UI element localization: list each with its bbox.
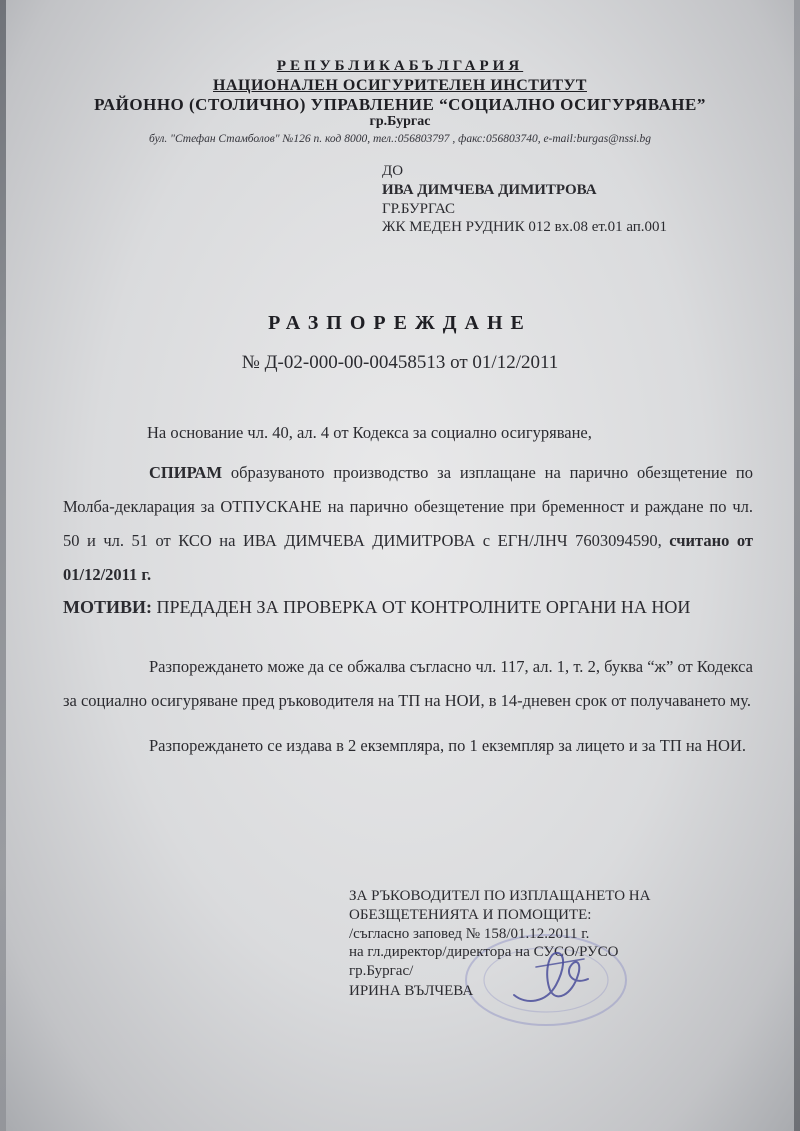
appeal-paragraph: Разпореждането може да се обжалва съгласно чл. 117, ал. 1, т. 2, буква “ж” от Кодекса за социално осигуряване пред ръководителя на ТП на НОИ, в 14-дневен срок от получаването му. xyxy=(63,657,753,710)
addressee-city: ГР.БУРГАС xyxy=(382,201,456,217)
header-city: гр.Бургас xyxy=(369,114,431,129)
legal-basis: На основание чл. 40, ал. 4 от Кодекса за социално осигуряване, xyxy=(147,423,592,442)
decision-paragraph xyxy=(63,456,753,592)
motives-text: ПРЕДАДЕН ЗА ПРОВЕРКА ОТ КОНТРОЛНИТЕ ОРГАНИ НА НОИ xyxy=(152,597,691,617)
addressee-to: ДО xyxy=(382,163,404,179)
motives-paragraph xyxy=(63,597,743,618)
handwritten-signature xyxy=(506,945,596,1010)
decision-verb: СПИРАМ xyxy=(149,463,223,482)
signatory-title-2: ОБЕЗЩЕТЕНИЯТА И ПОМОЩИТЕ: xyxy=(349,907,592,923)
header-department: РАЙОННО (СТОЛИЧНО) УПРАВЛЕНИЕ “СОЦИАЛНО ОСИГУРЯВАНЕ” xyxy=(94,95,706,114)
signatory-title-1: ЗА РЪКОВОДИТЕЛ ПО ИЗПЛАЩАНЕТО НА xyxy=(349,888,651,904)
signatory-director: на гл.директор/директора на СУСО/РУСО xyxy=(349,944,619,960)
header-contact: бул. "Стефан Стамболов" №126 п. код 8000, тел.:056803797 , факс:056803740, e-mail:burgas@nssi.bg xyxy=(148,133,652,145)
signatory-city: гр.Бургас/ xyxy=(349,963,414,979)
signatory-name: ИРИНА ВЪЛЧЕВА xyxy=(349,983,474,999)
header-country: РЕПУБЛИКАБЪЛГАРИЯ xyxy=(276,58,524,74)
document-title: РАЗПОРЕЖДАНЕ xyxy=(268,312,532,334)
motives-label: МОТИВИ: xyxy=(63,597,152,617)
addressee-name: ИВА ДИМЧЕВА ДИМИТРОВА xyxy=(382,182,597,198)
decision-text: образуваното производство за изплащане на парично обезщетение по Молба-декларация за ОТПУСКАНЕ на парично обезщетение при бременност и раждане по чл. 50 и чл. 51 от КСО на ИВА ДИМЧЕВА ДИМИТРОВА с ЕГН/ЛНЧ 7603094590, xyxy=(63,463,753,550)
document-page xyxy=(6,0,794,1131)
signatory-order: /съгласно заповед № 158/01.12.2011 г. xyxy=(349,926,590,942)
document-number: № Д-02-000-00-00458513 от 01/12/2011 xyxy=(241,352,559,373)
header-institute: НАЦИОНАЛЕН ОСИГУРИТЕЛЕН ИНСТИТУТ xyxy=(213,77,587,94)
addressee-address: ЖК МЕДЕН РУДНИК 012 вх.08 ет.01 ап.001 xyxy=(382,219,668,235)
copies-paragraph: Разпореждането се издава в 2 екземпляра, по 1 екземпляр за лицето и за ТП на НОИ. xyxy=(149,736,747,755)
decision-date: считано от 01/12/2011 г. xyxy=(63,531,753,584)
